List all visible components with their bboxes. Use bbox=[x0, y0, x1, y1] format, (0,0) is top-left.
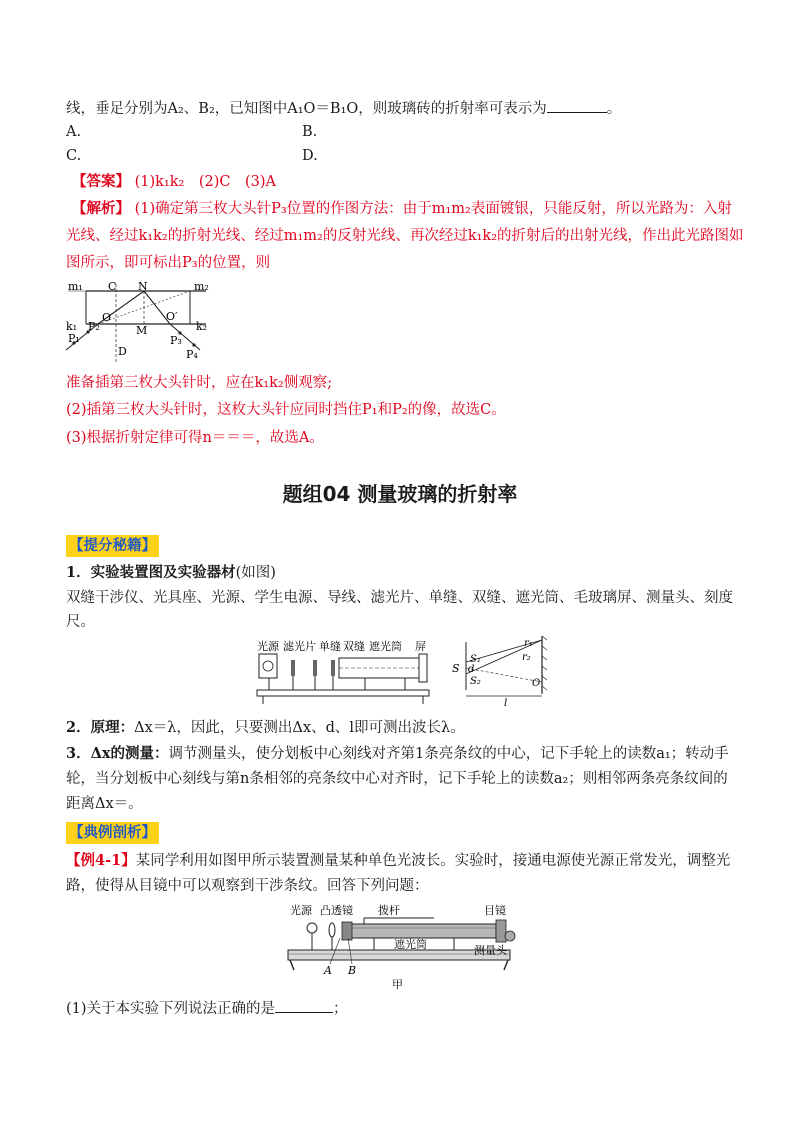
example-label: 【例4-1】 bbox=[66, 852, 136, 869]
label-m2: m₂ bbox=[194, 280, 209, 293]
tips-item-1-body-1: 双缝干涉仪、光具座、光源、学生电源、导线、滤光片、单缝、双缝、遮光筒、毛玻璃屏、测量头、刻度 bbox=[66, 590, 733, 606]
apparatus-label-measuring-head: 测量头 bbox=[474, 944, 507, 957]
answer-blank bbox=[547, 98, 607, 113]
apparatus-label-screen: 屏 bbox=[415, 640, 426, 653]
double-slit-geometry-figure bbox=[450, 634, 550, 709]
answer-label: 【答案】 bbox=[72, 173, 130, 190]
analysis-line-2: 光线、经过k₁k₂的折射光线、经过m₁m₂的反射光线、再次经过k₁k₂的折射后的出射光线，作出此光路图如 bbox=[66, 228, 744, 244]
apparatus-label-shade-tube: 遮光筒 bbox=[369, 640, 402, 653]
geometry-label-s1: S₁ bbox=[470, 654, 481, 665]
conclusion-line-1: 准备插第三枚大头针时，应在k₁k₂侧观察; bbox=[66, 375, 333, 391]
apparatus-label-shade-tube-2: 遮光筒 bbox=[394, 938, 427, 951]
light-path-figure bbox=[66, 282, 216, 364]
measurement-apparatus-figure bbox=[284, 902, 524, 990]
section-title: 题组04 测量玻璃的折射率 bbox=[282, 482, 518, 506]
interference-apparatus-figure bbox=[255, 638, 435, 708]
label-m: M bbox=[136, 324, 148, 337]
option-a: A. bbox=[66, 124, 82, 140]
question-continuation: 线，垂足分别为A₂、B₂，已知图中A₁O＝B₁O，则玻璃砖的折射率可表示为 。 bbox=[66, 98, 621, 119]
tips-item-3-body-2: 轮，当分划板中心刻线与第n条相邻的亮条纹中心对齐时，记下手轮上的读数a₂；则相邻两条亮条纹间的 bbox=[66, 771, 728, 787]
apparatus-label-b: B bbox=[348, 964, 357, 977]
geometry-label-s: S bbox=[452, 662, 460, 675]
analysis-line-1: 【解析】 (1)确定第三枚大头针P₃位置的作图方法：由于m₁m₂表面镀银，只能反射，所以光路为：入射 bbox=[72, 200, 732, 217]
label-o: O bbox=[102, 311, 112, 324]
geometry-label-r1: r₁ bbox=[524, 638, 533, 649]
geometry-label-d: d bbox=[468, 664, 475, 675]
label-p1: P₁ bbox=[68, 332, 80, 345]
apparatus-label-light-source: 光源 bbox=[257, 640, 279, 653]
tips-tag: 【提分秘籍】 bbox=[66, 535, 159, 557]
geometry-label-s2: S₂ bbox=[470, 676, 481, 687]
question-1: (1)关于本实验下列说法正确的是 ； bbox=[66, 998, 348, 1019]
label-o-prime: O′ bbox=[166, 310, 178, 323]
label-m1: m₁ bbox=[68, 280, 83, 293]
example-tag: 【典例剖析】 bbox=[66, 822, 159, 844]
example-line-1: 【例4-1】某同学利用如图甲所示装置测量某种单色光波长。实验时，接通电源使光源正常发光，调整光 bbox=[66, 852, 731, 869]
apparatus-label-eyepiece: 目镜 bbox=[484, 904, 506, 917]
apparatus-label-filter: 滤光片 bbox=[283, 640, 316, 653]
label-k2: k₂ bbox=[196, 320, 208, 333]
geometry-label-l: l bbox=[504, 698, 508, 709]
tips-item-2: 2．原理：Δx＝λ，因此，只要测出Δx、d、l即可测出波长λ。 bbox=[66, 719, 465, 736]
example-line-2: 路，使得从目镜中可以观察到干涉条纹。回答下列问题： bbox=[66, 878, 429, 894]
answer-text: (1)k₁k₂ (2)C (3)A bbox=[134, 174, 276, 190]
option-b: B. bbox=[302, 124, 318, 140]
figure-caption: 甲 bbox=[392, 978, 403, 991]
tips-item-3-body-3: 距离Δx＝。 bbox=[66, 796, 143, 812]
analysis-line-3: 图所示，即可标出P₃的位置，则 bbox=[66, 255, 271, 271]
tips-item-3: 3．Δx的测量：调节测量头，使分划板中心刻线对齐第1条亮条纹的中心，记下手轮上的读数a₁；转动手 bbox=[66, 745, 729, 762]
apparatus-label-double-slit: 双缝 bbox=[343, 640, 365, 653]
apparatus-label-light-source-2: 光源 bbox=[290, 904, 312, 917]
label-p3: P₃ bbox=[170, 334, 182, 347]
label-k1: k₁ bbox=[66, 320, 78, 333]
geometry-label-r2: r₂ bbox=[522, 652, 531, 663]
label-p2: P₂ bbox=[88, 320, 100, 333]
answer-line bbox=[72, 172, 276, 192]
geometry-label-o: O bbox=[532, 678, 541, 689]
conclusion-line-2: (2)插第三枚大头针时，这枚大头针应同时挡住P₁和P₂的像，故选C。 bbox=[66, 402, 506, 418]
option-d: D. bbox=[302, 148, 318, 164]
option-c: C. bbox=[66, 148, 82, 164]
label-n: N bbox=[138, 280, 148, 293]
tips-item-1: 1．实验装置图及实验器材(如图) bbox=[66, 564, 276, 581]
conclusion-line-3: (3)根据折射定律可得n＝＝＝，故选A。 bbox=[66, 430, 324, 446]
apparatus-label-single-slit: 单缝 bbox=[319, 640, 341, 653]
analysis-label: 【解析】 bbox=[72, 200, 130, 217]
tips-item-1-body-2: 尺。 bbox=[66, 614, 95, 630]
label-c: C bbox=[108, 280, 117, 293]
label-d: D bbox=[118, 345, 127, 358]
label-p4: P₄ bbox=[186, 348, 198, 361]
apparatus-label-convex-lens: 凸透镜 bbox=[320, 904, 353, 917]
apparatus-label-a: A bbox=[324, 964, 332, 977]
question-1-blank bbox=[275, 998, 333, 1013]
apparatus-label-lever: 拨杆 bbox=[378, 904, 400, 917]
